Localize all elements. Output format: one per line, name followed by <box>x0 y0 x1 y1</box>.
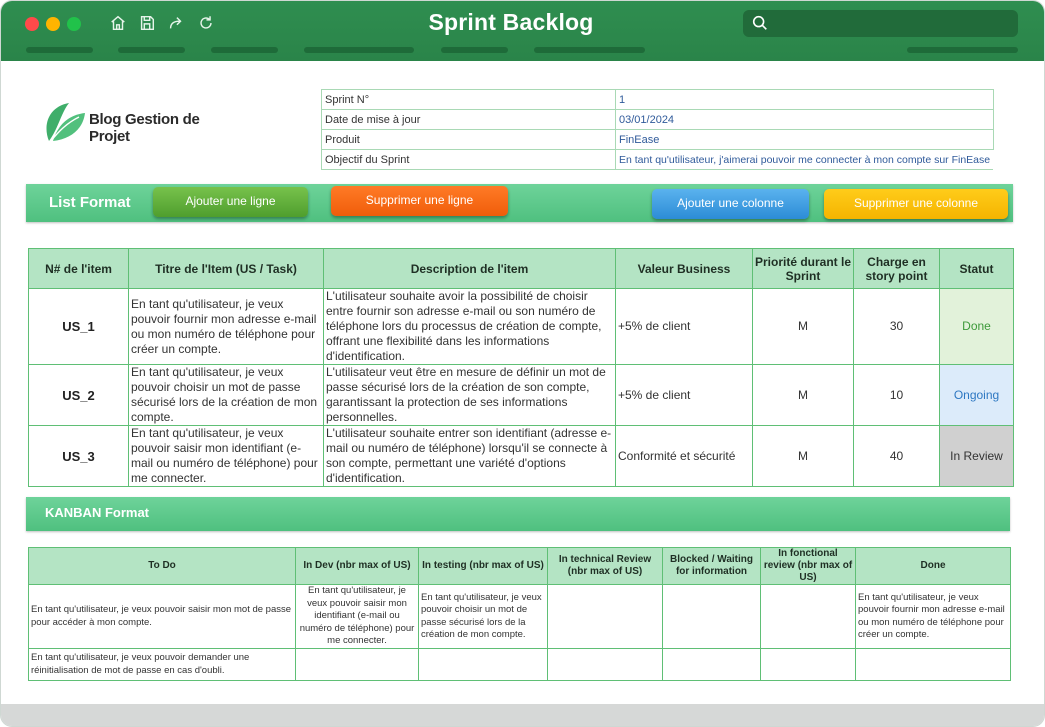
forward-icon[interactable] <box>166 12 186 34</box>
kanban-card[interactable]: En tant qu'utilisateur, je veux pouvoir saisir mon mot de passe pour accéder à mon compte. <box>29 585 296 649</box>
list-format-label: List Format <box>49 194 131 211</box>
column-header[interactable]: Charge en story point <box>854 249 940 289</box>
home-icon[interactable] <box>108 12 128 34</box>
kanban-cell[interactable] <box>548 585 663 649</box>
status-cell[interactable]: In Review <box>940 426 1014 487</box>
search-input[interactable] <box>743 10 1018 37</box>
item-description-cell[interactable]: L'utilisateur souhaite entrer son identifiant (adresse e-mail ou numéro de téléphone) lorsqu'il se connecte à son compte, permettant une variété d'options d'identification. <box>324 426 616 487</box>
brand-logo <box>43 101 243 145</box>
kanban-cell[interactable] <box>663 649 761 681</box>
story-points-cell[interactable]: 40 <box>854 426 940 487</box>
status-cell[interactable]: Done <box>940 289 1014 365</box>
business-value-cell[interactable]: Conformité et sécurité <box>616 426 753 487</box>
sprint-info-table <box>321 89 994 170</box>
kanban-column-functional-review[interactable]: In fonctional review (nbr max of US) <box>761 548 856 585</box>
save-icon[interactable] <box>137 12 157 34</box>
column-header[interactable]: Description de l'item <box>324 249 616 289</box>
list-format-toolbar <box>26 184 1013 222</box>
sprint-goal-value[interactable]: En tant qu'utilisateur, j'aimerai pouvoir me connecter à mon compte sur FinEase <box>616 150 994 170</box>
column-header[interactable]: Valeur Business <box>616 249 753 289</box>
table-row <box>29 289 1014 365</box>
tab-indicator[interactable] <box>26 47 93 53</box>
product-value[interactable]: FinEase <box>616 130 994 150</box>
table-row <box>29 426 1014 487</box>
logo-text: Blog Gestion de Projet <box>89 111 200 145</box>
priority-cell[interactable]: M <box>753 289 854 365</box>
item-id-cell[interactable]: US_3 <box>29 426 129 487</box>
title-bar <box>1 1 1045 61</box>
kanban-header-row <box>29 548 1011 585</box>
kanban-board-table <box>28 547 1011 681</box>
sprint-info-row <box>322 150 994 170</box>
tab-indicator[interactable] <box>211 47 278 53</box>
item-description-cell[interactable]: L'utilisateur souhaite avoir la possibilité de choisir entre fournir son adresse e-mail ou son numéro de téléphone lors du processus de création de compte, offrant une flexibilité dans les informations d'identification. <box>324 289 616 365</box>
delete-row-button[interactable]: Supprimer une ligne <box>331 186 508 216</box>
kanban-card[interactable]: En tant qu'utilisateur, je veux pouvoir demander une réinitialisation de mot de passe en cas d'oubli. <box>29 649 296 681</box>
kanban-column-done[interactable]: Done <box>856 548 1011 585</box>
column-header[interactable]: N# de l'item <box>29 249 129 289</box>
kanban-cell[interactable] <box>663 585 761 649</box>
item-description-cell[interactable]: L'utilisateur veut être en mesure de définir un mot de passe sécurisé lors de la création de son compte, garantissant la protection de ses informations personnelles. <box>324 365 616 426</box>
table-row <box>29 365 1014 426</box>
sprint-number-label: Sprint N° <box>322 90 616 110</box>
priority-cell[interactable]: M <box>753 365 854 426</box>
kanban-card[interactable]: En tant qu'utilisateur, je veux pouvoir fournir mon adresse e-mail ou mon numéro de téléphone pour créer un compte. <box>856 585 1011 649</box>
sprint-number-value[interactable]: 1 <box>616 90 994 110</box>
kanban-column-in-dev[interactable]: In Dev (nbr max of US) <box>296 548 419 585</box>
sprint-info-row <box>322 130 994 150</box>
item-id-cell[interactable]: US_1 <box>29 289 129 365</box>
column-header[interactable]: Priorité durant le Sprint <box>753 249 854 289</box>
tab-indicator[interactable] <box>118 47 185 53</box>
sprint-goal-label: Objectif du Sprint <box>322 150 616 170</box>
kanban-row <box>29 649 1011 681</box>
column-header[interactable]: Titre de l'Item (US / Task) <box>129 249 324 289</box>
spreadsheet-content <box>1 61 1045 704</box>
kanban-cell[interactable] <box>761 585 856 649</box>
item-title-cell[interactable]: En tant qu'utilisateur, je veux pouvoir fournir mon adresse e-mail ou mon numéro de téléphone pour créer un compte. <box>129 289 324 365</box>
backlog-list-table <box>28 248 1014 487</box>
kanban-column-blocked[interactable]: Blocked / Waiting for information <box>663 548 761 585</box>
item-id-cell[interactable]: US_2 <box>29 365 129 426</box>
story-points-cell[interactable]: 30 <box>854 289 940 365</box>
kanban-cell[interactable] <box>548 649 663 681</box>
kanban-column-todo[interactable]: To Do <box>29 548 296 585</box>
kanban-row <box>29 585 1011 649</box>
kanban-cell[interactable] <box>419 649 548 681</box>
add-row-button[interactable]: Ajouter une ligne <box>153 187 308 217</box>
sprint-info-row <box>322 110 994 130</box>
status-cell[interactable]: Ongoing <box>940 365 1014 426</box>
kanban-cell[interactable] <box>761 649 856 681</box>
story-points-cell[interactable]: 10 <box>854 365 940 426</box>
business-value-cell[interactable]: +5% de client <box>616 289 753 365</box>
add-column-button[interactable]: Ajouter une colonne <box>652 189 809 219</box>
tab-indicator[interactable] <box>907 47 1018 53</box>
maximize-window-button[interactable] <box>67 17 81 31</box>
item-title-cell[interactable]: En tant qu'utilisateur, je veux pouvoir saisir mon identifiant (e-mail ou numéro de téléphone) pour me connecter. <box>129 426 324 487</box>
product-label: Produit <box>322 130 616 150</box>
window-title: Sprint Backlog <box>428 9 594 35</box>
kanban-column-in-testing[interactable]: In testing (nbr max of US) <box>419 548 548 585</box>
sprint-info-row <box>322 90 994 110</box>
priority-cell[interactable]: M <box>753 426 854 487</box>
update-date-value[interactable]: 03/01/2024 <box>616 110 994 130</box>
kanban-cell[interactable] <box>856 649 1011 681</box>
leaf-logo-icon <box>43 101 87 143</box>
status-bar <box>1 704 1045 727</box>
tab-indicator[interactable] <box>304 47 414 53</box>
kanban-format-label: KANBAN Format <box>45 505 149 520</box>
table-header-row <box>29 249 1014 289</box>
kanban-column-technical-review[interactable]: In technical Review (nbr max of US) <box>548 548 663 585</box>
kanban-format-toolbar <box>26 497 1010 531</box>
update-date-label: Date de mise à jour <box>322 110 616 130</box>
item-title-cell[interactable]: En tant qu'utilisateur, je veux pouvoir choisir un mot de passe sécurisé lors de la création de mon compte. <box>129 365 324 426</box>
refresh-icon[interactable] <box>196 12 216 34</box>
business-value-cell[interactable]: +5% de client <box>616 365 753 426</box>
tab-indicator[interactable] <box>441 47 508 53</box>
close-window-button[interactable] <box>25 17 39 31</box>
kanban-card[interactable]: En tant qu'utilisateur, je veux pouvoir choisir un mot de passe sécurisé lors de la création de mon compte. <box>419 585 548 649</box>
search-icon <box>751 14 769 32</box>
kanban-cell[interactable] <box>296 649 419 681</box>
delete-column-button[interactable]: Supprimer une colonne <box>824 189 1008 219</box>
tab-indicator[interactable] <box>534 47 645 53</box>
column-header[interactable]: Statut <box>940 249 1014 289</box>
minimize-window-button[interactable] <box>46 17 60 31</box>
kanban-card[interactable]: En tant qu'utilisateur, je veux pouvoir saisir mon identifiant (e-mail ou numéro de téléphone) pour me connecter. <box>296 585 419 649</box>
